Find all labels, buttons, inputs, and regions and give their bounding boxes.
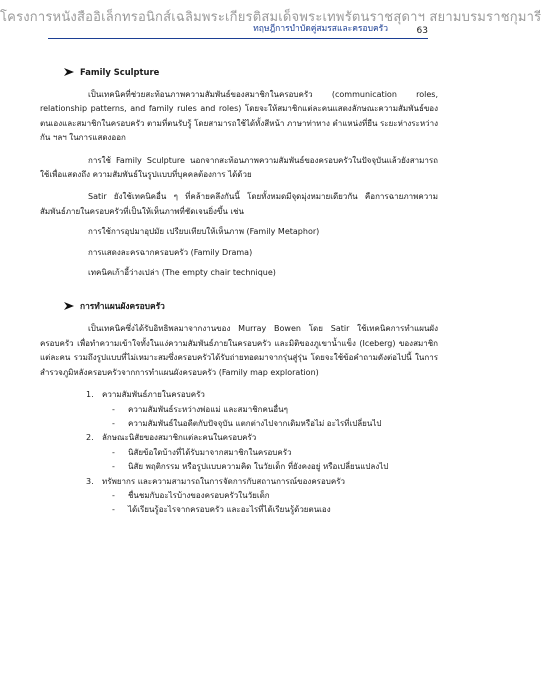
sub-list-item — [112, 417, 438, 431]
dash-bullet: - — [112, 447, 115, 457]
paragraph: Satir ยังใช้เทคนิคอื่น ๆ ที่คล้ายคลึงกันนี้ โดยทั้งหมดมีจุดมุ่งหมายเดียวกัน คือการฉายภาพความสัมพันธ์ภายในครอบครัวที่เป็นให้เห็นภาพที่ชัดเจนยิ่งขึ้น เช่น — [40, 192, 438, 216]
watermark-text: โครงการหนังสืออิเล็กทรอนิกส์เฉลิมพระเกียรติสมเด็จพระเทพรัตนราชสุดาฯ สยามบรมราชกุมารี — [0, 10, 541, 25]
sub-list-item — [112, 460, 438, 474]
sub-item-text: นิสัย พฤติกรรม หรือรูปแบบความคิด ในวัยเด็ก ที่ยังคงอยู่ หรือเปลี่ยนแปลงไป — [128, 462, 389, 472]
sub-item-text: ความสัมพันธ์ระหว่างพ่อแม่ และสมาชิกคนอื่นๆ — [128, 404, 288, 414]
section-heading-family-map — [64, 298, 438, 314]
sub-list-item — [112, 489, 438, 503]
section-heading-family-sculpture — [64, 64, 438, 80]
header-rule — [48, 38, 428, 39]
sub-list-item — [112, 503, 438, 517]
list-number: 3. — [86, 476, 94, 486]
sub-list-item — [112, 403, 438, 417]
page-content — [40, 64, 438, 518]
sub-list-item — [112, 446, 438, 460]
list-item-text: ทรัพยากร และความสามารถในการจัดการกับสถานการณ์ของครอบครัว — [102, 476, 345, 486]
sub-item-text: ชื่นชมกับอะไรบ้างของครอบครัวในวัยเด็ก — [128, 490, 270, 500]
question-list — [86, 388, 438, 518]
list-item — [86, 475, 438, 489]
sub-item-text: ได้เรียนรู้อะไรจากครอบครัว และอะไรที่ได้เรียนรู้ด้วยตนเอง — [128, 505, 331, 515]
paragraph: การใช้ Family Sculpture นอกจากสะท้อนภาพความสัมพันธ์ของครอบครัวในปัจจุบันแล้วยังสามารถใช้เพื่อแสดงถึง ความสัมพันธ์ในรูปแบบที่บุคคลต้องการ ได้ด้วย — [40, 155, 438, 180]
sub-item-text: ความสัมพันธ์ในอดีตกับปัจจุบัน แตกต่างไปจากเดิมหรือไม่ อะไรที่เปลี่ยนไป — [128, 418, 382, 428]
dash-bullet: - — [112, 505, 115, 515]
list-item-text: ลักษณะนิสัยของสมาชิกแต่ละคนในครอบครัว — [102, 433, 257, 443]
list-item — [86, 431, 438, 445]
arrow-bullet-icon — [64, 301, 74, 311]
example-item: การแสดงละครฉากครอบครัว (Family Drama) — [88, 247, 253, 257]
dash-bullet: - — [112, 490, 115, 500]
page-number: 63 — [416, 26, 428, 36]
example-item: เทคนิคเก้าอี้ว่างเปล่า (The empty chair technique) — [88, 268, 276, 278]
dash-bullet: - — [112, 462, 115, 472]
paragraph: เป็นเทคนิคที่ช่วยสะท้อนภาพความสัมพันธ์ของสมาชิกในครอบครัว (communication roles, relationship patterns, and family rules and roles) โดยจะให้สมาชิกแต่ละคนแสดงลักษณะความสัมพันธ์ของตนเองและสมาชิกในครอบครัว ตามที่ตนรับรู้ โดยสามารถใช้ได้ทั้งสีหน้า ภาษาท่าทาง ตำแหน่งที่ยืน ระยะห่างระหว่างกัน ฯลฯ ในการแสดงออก — [40, 90, 438, 143]
paragraph: เป็นเทคนิคซึ่งได้รับอิทธิพลมาจากงานของ Murray Bowen โดย Satir ใช้เทคนิคการทำแผนผังครอบครัว เพื่อทำความเข้าใจทั้งในแง่ความสัมพันธ์ภายในครอบครัว และมิติของภูเขาน้ำแข็ง (Iceberg) ของสมาชิกแต่ละคน รวมถึงรูปแบบที่ไม่เหมาะสมซึ่งครอบครัวได้รับถ่ายทอดมาจากรุ่นสู่รุ่น โดยจะใช้ข้อคำถามดังต่อไปนี้ ในการสำรวจภูมิหลังครอบครัวจากการทำแผนผังครอบครัว (Family map exploration) — [40, 324, 438, 377]
dash-bullet: - — [112, 418, 115, 428]
arrow-bullet-icon — [64, 67, 74, 77]
list-item-text: ความสัมพันธ์ภายในครอบครัว — [102, 390, 205, 400]
section-title: การทำแผนผังครอบครัว — [80, 301, 165, 312]
list-number: 2. — [86, 433, 94, 443]
sub-item-text: นิสัยข้อใดบ้างที่ได้รับมาจากสมาชิกในครอบครัว — [128, 447, 292, 457]
section-title: Family Sculpture — [80, 66, 160, 77]
list-item — [86, 388, 438, 402]
running-header: ทฤษฎีการบำบัดคู่สมรสและครอบครัว — [253, 24, 388, 34]
list-number: 1. — [86, 390, 94, 400]
example-item: การใช้การอุปมาอุปมัย เปรียบเทียบให้เห็นภาพ (Family Metaphor) — [88, 227, 320, 237]
dash-bullet: - — [112, 404, 115, 414]
